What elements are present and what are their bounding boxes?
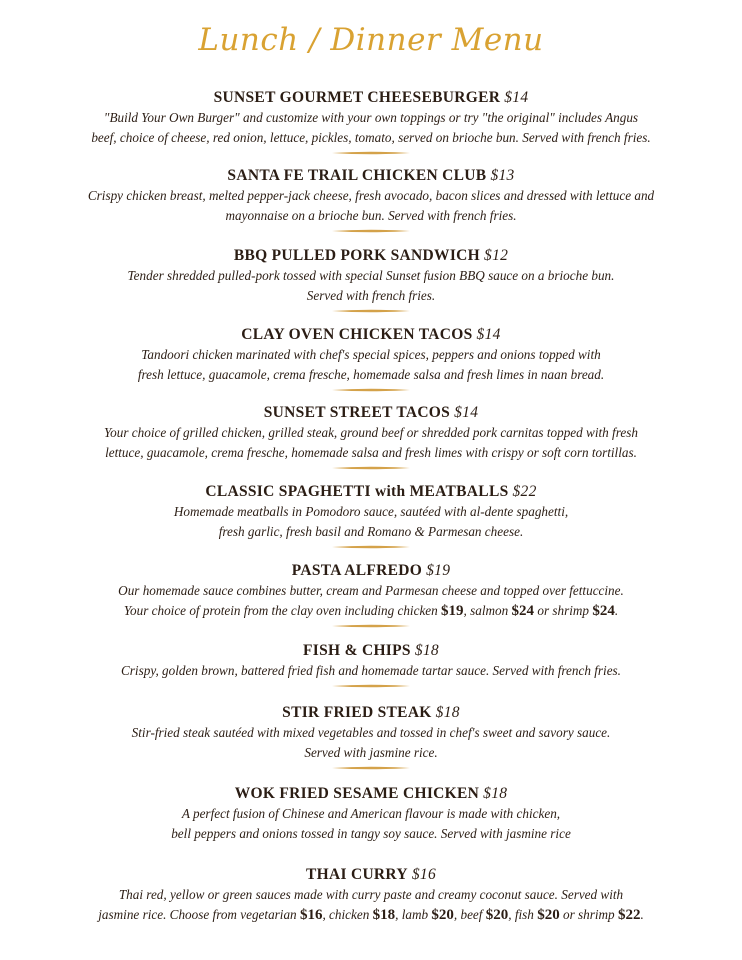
item-description-line: Crispy chicken breast, melted pepper-jack cheese, fresh avocado, bacon slices and dressed with lettuce and (87, 188, 655, 203)
item-name: WOK FRIED SESAME CHICKEN (234, 785, 480, 802)
menu-item-clay-oven-tacos (30, 325, 712, 392)
menu-item-sesame-chicken (30, 784, 712, 844)
divider-ornament (332, 624, 410, 628)
menu-item-cheeseburger (30, 88, 712, 155)
item-description-line: Homemade meatballs in Pomodoro sauce, sautéed with al-dente spaghetti, (173, 504, 569, 519)
item-name: SUNSET GOURMET CHEESEBURGER (213, 89, 501, 106)
divider-ornament (332, 388, 410, 392)
menu-item-chicken-club (30, 166, 712, 233)
item-price: $14 (454, 404, 479, 421)
item-price: $18 (435, 704, 460, 721)
item-description-line: Stir-fried steak sautéed with mixed vegetables and tossed in chef's sweet and savory sauce. (131, 725, 611, 740)
item-price: $14 (504, 89, 529, 106)
item-price: $12 (484, 247, 509, 264)
item-name: FISH & CHIPS (303, 642, 411, 659)
item-description-line: Tandoori chicken marinated with chef's special spices, peppers and onions topped with (141, 347, 601, 362)
divider-ornament (332, 766, 410, 770)
menu-item-thai-curry (30, 865, 712, 925)
item-description-line: bell peppers and onions tossed in tangy soy sauce. Served with jasmine rice (171, 826, 571, 841)
menu-item-spaghetti (30, 482, 712, 549)
menu-title: Lunch / Dinner Menu (198, 22, 544, 58)
item-name: THAI CURRY (305, 866, 408, 883)
divider-ornament (332, 151, 410, 155)
item-description-line: A perfect fusion of Chinese and American flavour is made with chicken, (181, 806, 561, 821)
item-description-line: mayonnaise on a brioche bun. Served with french fries. (225, 208, 517, 223)
menu-item-street-tacos (30, 403, 712, 470)
divider-ornament (332, 309, 410, 313)
item-price: $18 (414, 642, 439, 659)
item-options-line: jasmine rice. Choose from vegetarian $16, chicken $18, lamb $20, beef $20, fish $20 or shrimp $22. (98, 907, 644, 923)
item-name: CLASSIC SPAGHETTI with MEATBALLS (205, 483, 509, 500)
divider-ornament (332, 545, 410, 549)
item-name: SANTA FE TRAIL CHICKEN CLUB (227, 167, 487, 184)
item-description-line: Served with french fries. (306, 288, 436, 303)
divider-ornament (332, 684, 410, 688)
item-description-line: Our homemade sauce combines butter, cream and Parmesan cheese and topped over fettuccine. (118, 583, 624, 598)
item-name: STIR FRIED STEAK (282, 704, 432, 721)
item-price: $16 (411, 866, 437, 883)
item-description-line: Crispy, golden brown, battered fried fish and homemade tartar sauce. Served with french fries. (121, 663, 621, 678)
item-name: CLAY OVEN CHICKEN TACOS (241, 326, 473, 343)
item-description-line: Thai red, yellow or green sauces made with curry paste and creamy coconut sauce. Served with (118, 887, 624, 902)
item-price: $13 (490, 167, 515, 184)
item-description-line: beef, choice of cheese, red onion, lettuce, pickles, tomato, served on brioche bun. Served with french fries. (91, 130, 651, 145)
item-name: BBQ PULLED PORK SANDWICH (233, 247, 481, 264)
item-description-line: Served with jasmine rice. (304, 745, 438, 760)
menu-item-fish-chips (30, 641, 712, 688)
item-description-line: Tender shredded pulled-pork tossed with special Sunset fusion BBQ sauce on a brioche bun. (127, 268, 615, 283)
item-name: SUNSET STREET TACOS (263, 404, 451, 421)
item-description-line: Your choice of grilled chicken, grilled steak, ground beef or shredded pork carnitas topped with fresh (104, 425, 638, 440)
item-price: $22 (512, 483, 537, 500)
item-price: $14 (476, 326, 501, 343)
item-description-line: "Build Your Own Burger" and customize with your own toppings or try "the original" includes Angus (103, 110, 639, 125)
item-description-line: fresh garlic, fresh basil and Romano & Parmesan cheese. (218, 524, 524, 539)
item-price: $19 (426, 562, 451, 579)
menu-item-pulled-pork (30, 246, 712, 313)
item-description-line: fresh lettuce, guacamole, crema fresche, homemade salsa and fresh limes in naan bread. (137, 367, 605, 382)
divider-ornament (332, 466, 410, 470)
item-options-line: Your choice of protein from the clay oven including chicken $19, salmon $24 or shrimp $24. (123, 603, 619, 619)
menu-item-pasta-alfredo (30, 561, 712, 628)
item-price: $18 (483, 785, 508, 802)
item-description-line: lettuce, guacamole, crema fresche, homemade salsa and fresh limes with crispy or soft corn tortillas. (105, 445, 637, 460)
menu-item-stir-fried-steak (30, 703, 712, 770)
item-name: PASTA ALFREDO (291, 562, 423, 579)
divider-ornament (332, 229, 410, 233)
